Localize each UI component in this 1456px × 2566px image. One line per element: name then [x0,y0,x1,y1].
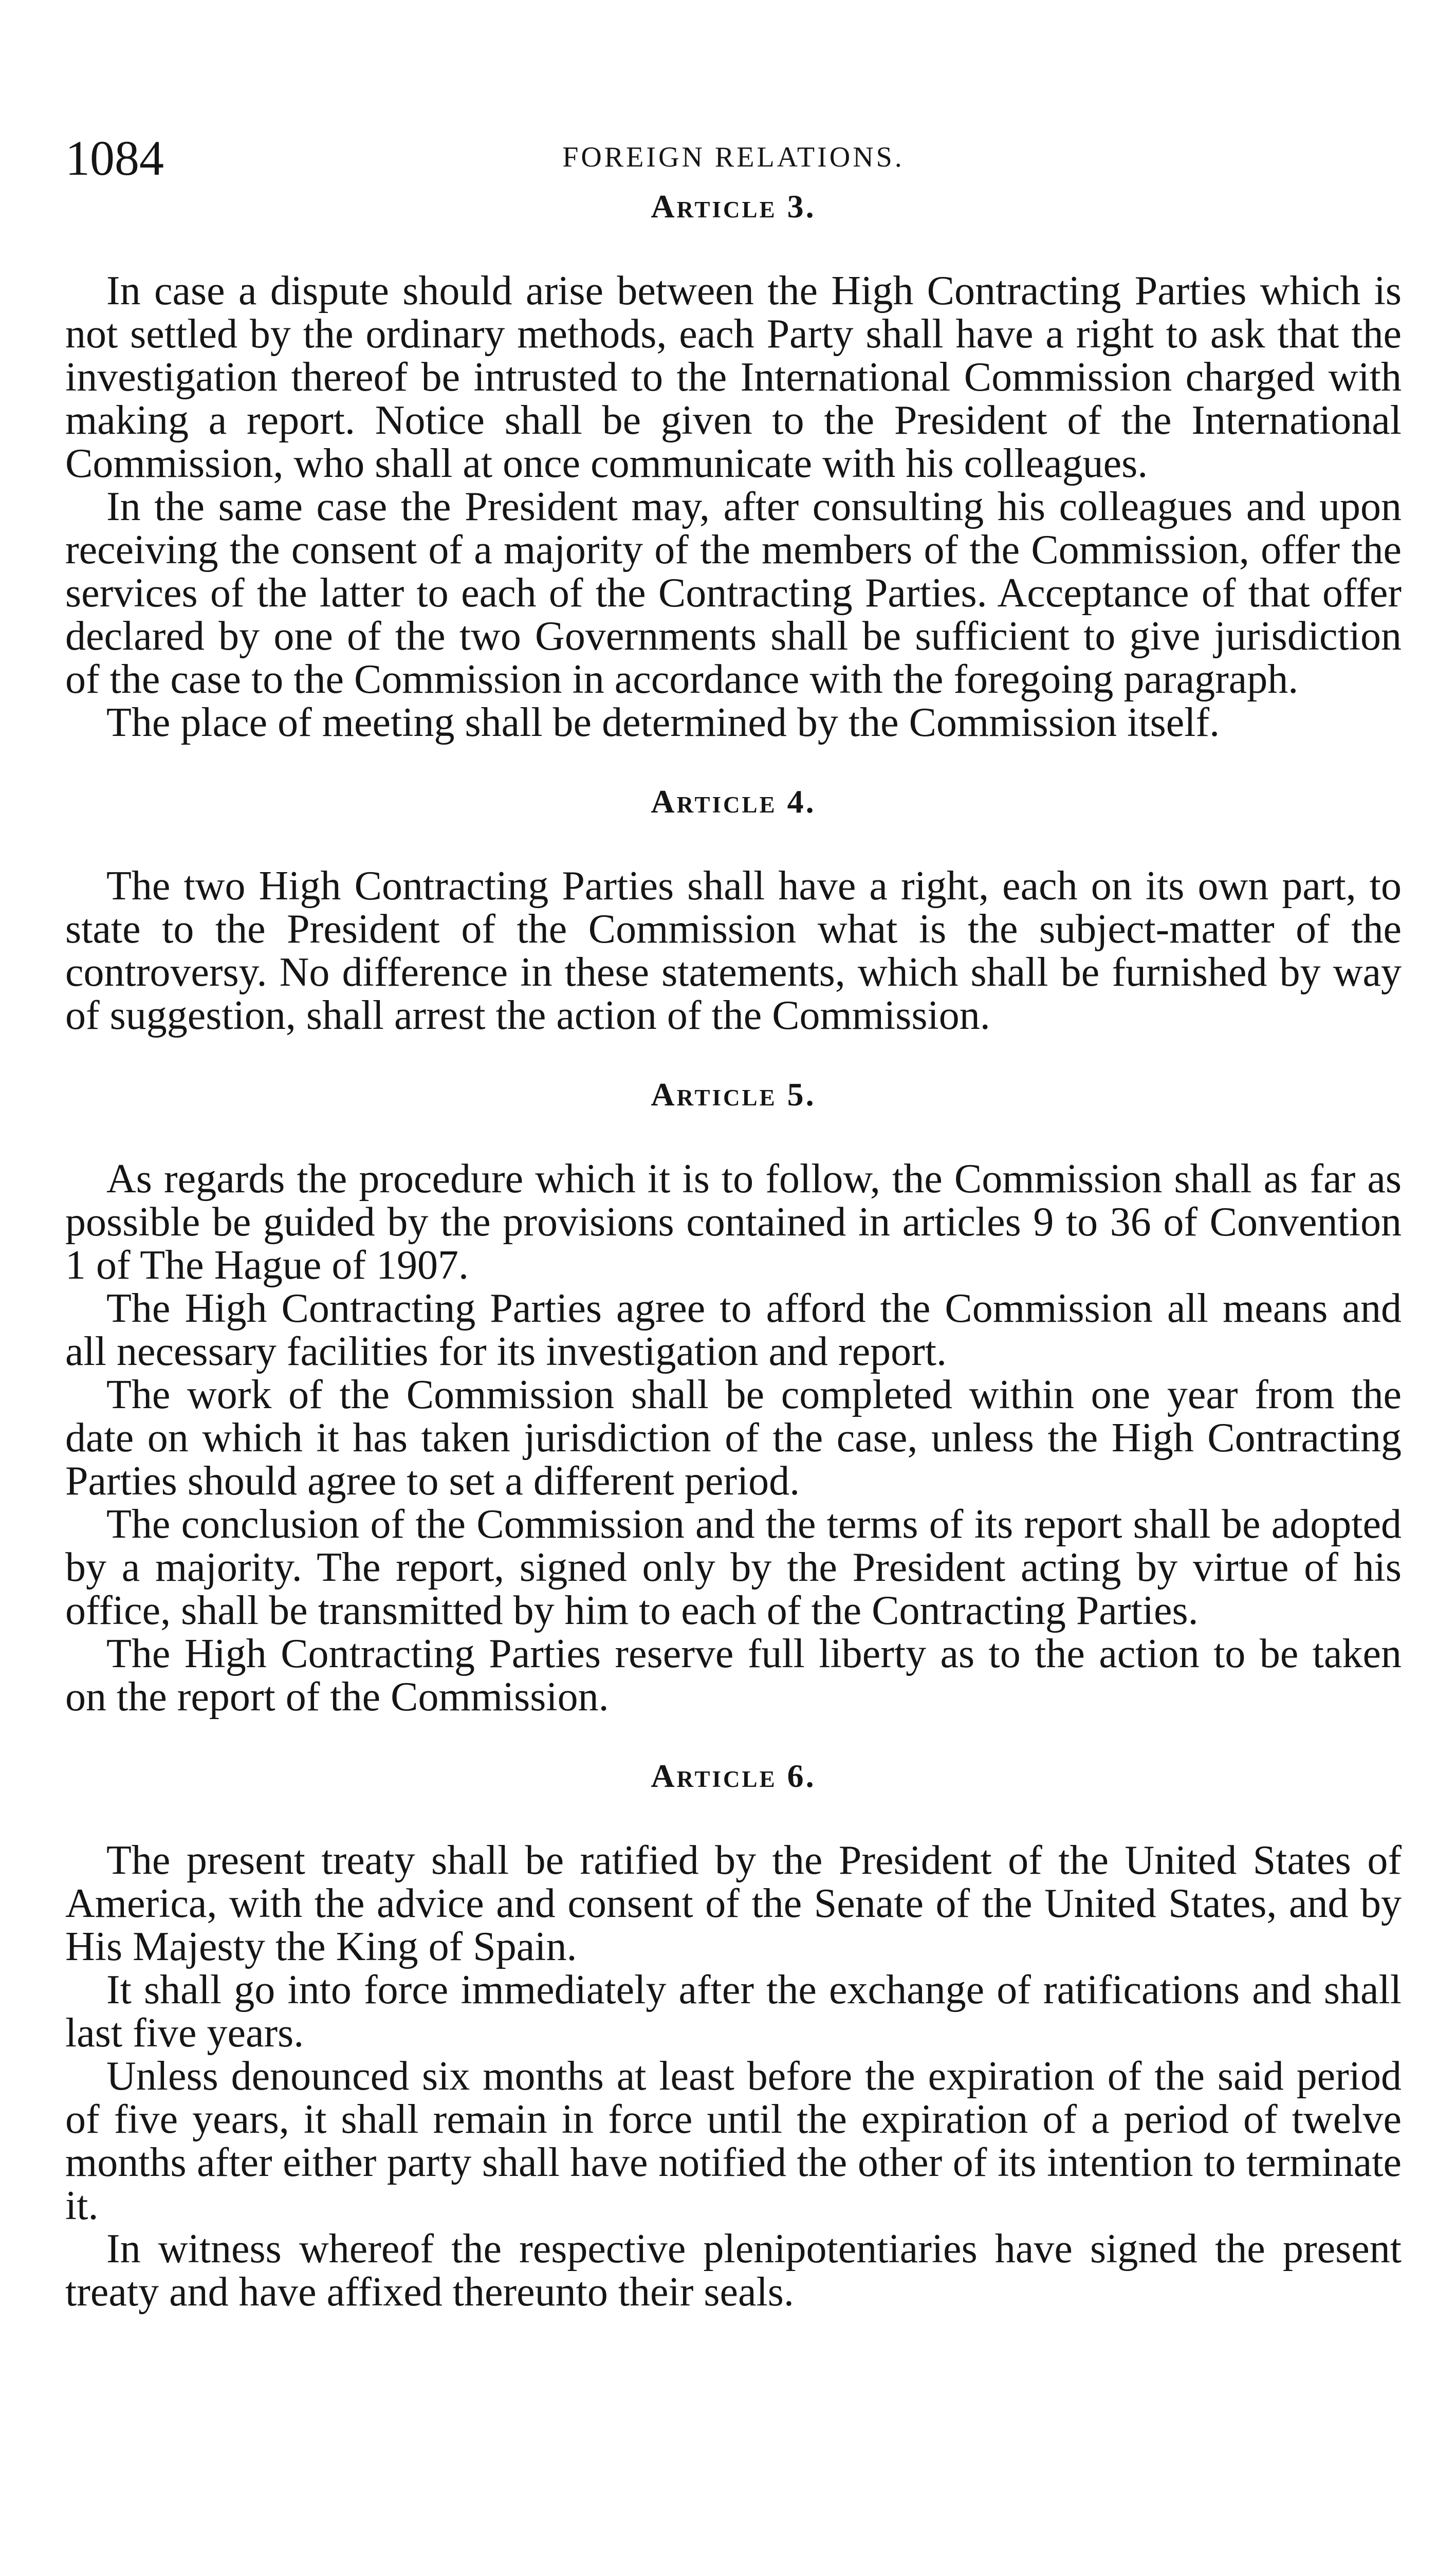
article-heading: Article 5. [651,1076,816,1113]
article-heading: Article 6. [651,1758,816,1794]
paragraph: The work of the Commission shall be completed within one year from the date on which it has taken jurisdiction of the case, unless the High Contracting Parties should agree to set a different period. [65,1372,1402,1504]
running-head: FOREIGN RELATIONS. [562,141,905,173]
paragraph: The two High Contracting Parties shall have a right, each on its own part, to state to the President of the Commission what is the subject-matter of the controversy. No difference in these statements, which shall be furnished by way of suggestion, shall arrest the action of the Commission. [65,863,1402,1038]
paragraph: As regards the procedure which it is to follow, the Commission shall as far as possible be guided by the provisions contained in articles 9 to 36 of Convention 1 of The Hague of 1907. [65,1156,1402,1288]
paragraph: The High Contracting Parties reserve full liberty as to the action to be taken on the report of the Commission. [65,1631,1402,1720]
article-6 [65,1760,1402,2314]
article-5 [65,1078,1402,1719]
paragraph: The place of meeting shall be determined by the Commission itself. [106,700,1220,745]
paragraph: In witness whereof the respective plenipotentiaries have signed the present treaty and have affixed thereunto their seals. [65,2226,1402,2315]
paragraph: The present treaty shall be ratified by the President of the United States of America, with the advice and consent of the Senate of the United States, and by His Majesty the King of Spain. [65,1838,1402,1969]
paragraph: Unless denounced six months at least before the expiration of the said period of five years, it shall remain in force until the expiration of a period of twelve months after either party shall have notified the other of its intention to terminate it. [65,2054,1402,2228]
paragraph: The conclusion of the Commission and the terms of its report shall be adopted by a majority. The report, signed only by the President acting by virtue of his office, shall be transmitted by him to each of the Contracting Parties. [65,1502,1402,1633]
document-page [65,118,1402,2314]
article-heading: Article 4. [651,783,816,820]
paragraph: It shall go into force immediately after the exchange of ratifications and shall last five years. [65,1967,1402,2056]
page-header [65,118,1402,190]
paragraph: In the same case the President may, after consulting his colleagues and upon receiving the consent of a majority of the members of the Commission, offer the services of the latter to each of the Contracting Parties. Acceptance of that offer declared by one of the two Governments shall be sufficient to give jurisdiction of the case to the Commission in accordance with the foregoing paragraph. [65,484,1402,702]
paragraph: The High Contracting Parties agree to afford the Commission all means and all necessary facilities for its investigation and report. [65,1286,1402,1374]
article-heading: Article 3. [651,188,816,225]
article-4 [65,785,1402,1037]
page-number: 1084 [65,131,164,186]
paragraph: In case a dispute should arise between the High Contracting Parties which is not settled by the ordinary methods, each Party shall have a right to ask that the investigation thereof be intrusted to the International Commission charged with making a report. Notice shall be given to the President of the International Commission, who shall at once communicate with his colleagues. [65,268,1402,486]
article-3 [65,190,1402,744]
